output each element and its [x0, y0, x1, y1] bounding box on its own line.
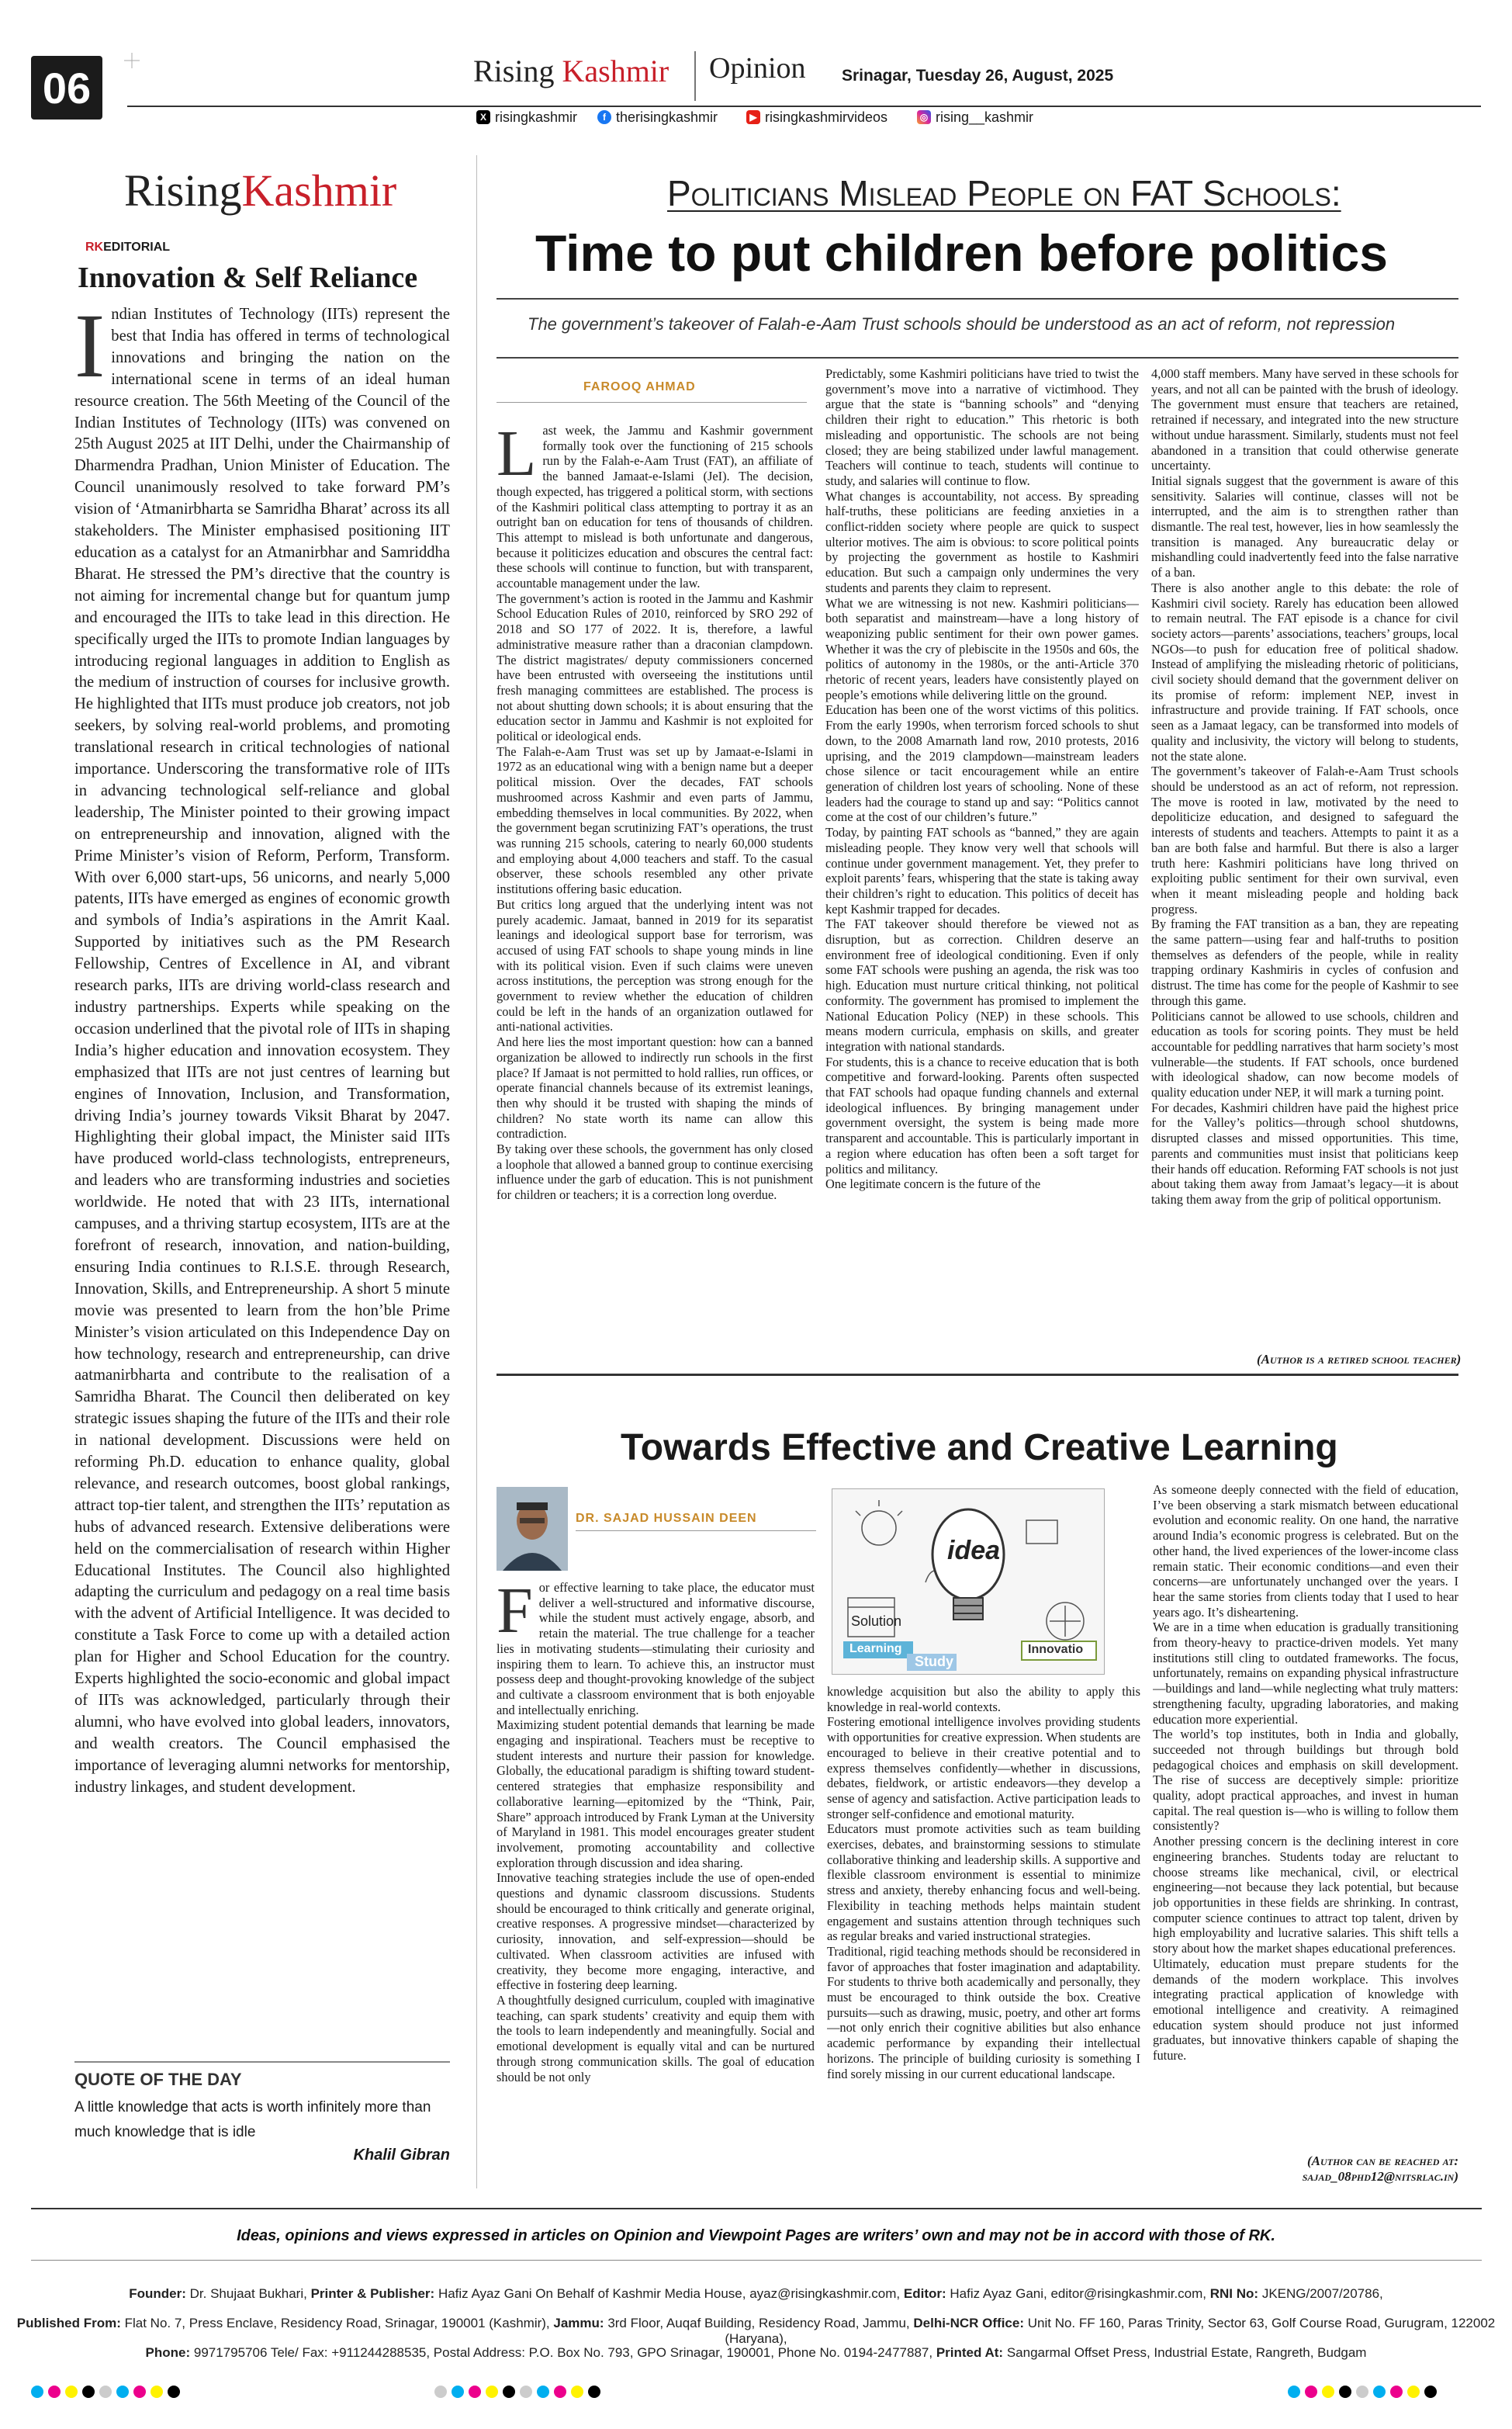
- social-label: rising__kashmir: [936, 109, 1034, 125]
- illus-word-idea: idea: [947, 1536, 1001, 1565]
- article1-byline: FAROOQ AHMAD: [583, 380, 696, 393]
- editorial-tag: RKEDITORIAL: [85, 241, 171, 254]
- header-rule: [127, 106, 1481, 107]
- article1-author-note: (Author is a retired school teacher): [1257, 1352, 1462, 1367]
- article2-author-note: (Author can be reached at: sajad_08phd12@nitsrlac.in): [1302, 2154, 1458, 2184]
- article2-column-1: For effective learning to take place, the educator must deliver a well-structured and informative discourse, while the student must actively engage, absorb, and retain the material. The true challenge for a teacher lies in motivating students—stimulating their curiosity and inspiring them to learn. To achieve this, an instructor must possess deep and thought-provoking knowledge of the subject and cultivate a classroom environment that is both enjoyable and intellectually enriching. Maximizing student potential demands that learning be made engaging and inspirational. Teachers must be receptive to student interests and nurture their passion for knowledge. Globally, the educational paradigm is shifting toward student-centered strategies that emphasize responsibility and collaborative learning—epitomized by the “Think, Pair, Share” approach introduced by Frank Lyman at the University of Maryland in 1981. This model encourages greater student involvement, promoting accountability and collective exploration through discussion and idea sharing. Innovative teaching strategies include the use of open-ended questions and dynamic classroom discussions. Students should be encouraged to think critically and generate original, creative responses. A progressive mindset—characterized by curiosity, innovation, and self-expression—should be cultivated. When classroom activities are infused with creativity, they become more engaging, interactive, and effective in fostering deep learning. A thoughtfully designed curriculum, coupled with imaginative teaching, can spark students’ creativity and equip them with the tools to learn independently and meaningfully. Social and emotional development is equally vital and can be nurtured through strong communication skills. The goal of education should be not only: [497, 1580, 815, 2084]
- youtube-icon: ▶: [746, 110, 760, 124]
- editorial-body: Indian Institutes of Technology (IITs) represent the best that India has offered in terms of technological innovations and bringing the nation on the international scene in terms of an ideal human resource creation. The 56th Meeting of the Council of the Indian Institutes of Technology (IITs) was convened on 25th August 2025 at IIT Delhi, under the Chairmanship of Dharmendra Pradhan, Union Minister of Education. The Council unanimously resolved to take forward PM’s vision of ‘Atmanirbharta se Samridha Bharat’ across its all stakeholders. The Minister emphasised positioning IIT education as a catalyst for an Atmanirbhar and Samriddha Bharat. He stressed the PM’s directive that the country is not aiming for incremental change but for quantum jump and encouraged the IITs to take lead in this direction. He specifically urged the IITs to promote Indian languages by introducing regional languages in addition to English as the medium of instruction of courses for inclusive growth. He highlighted that IITs must produce job creators, not job seekers, by solving real-world problems, and promoting translational research in critical technologies of national importance. Underscoring the transformative role of IITs in advancing technological self-reliance and global leadership, The Minister pointed to their growing impact on entrepreneurship and innovation, aligned with the Prime Minister’s vision of Reform, Perform, Transform. With over 6,000 start-ups, 56 unicorns, and nearly 5,000 patents, IITs have emerged as engines of economic growth and symbols of India’s aspirations in the Amrit Kaal. Supported by initiatives such as the PM Research Fellowship, Centres of Excellence in AI, and vibrant research parks, IITs are driving world-class research and industry partnerships. Experts while speaking on the occasion underlined that the pivotal role of IITs in shaping India’s higher education and innovation ecosystem. They emphasized that IITs are not just centres of learning but engines of Innovation, Inclusion, and Transformation, driving India’s journey towards Viksit Bharat by 2047. Highlighting their global impact, the Minister said IITs have produced world-class technologists, entrepreneurs, and leaders who are transforming industries and societies worldwide. He noted that with 23 IITs, international campuses, and a thriving startup ecosystem, IITs are at the forefront of research, innovation, and nation-building, ensuring India continues to R.I.S.E. through Research, Innovation, Skills, and Entrepreneurship. A short 5 minute movie was presented to learn from the hon’ble Prime Minister’s vision articulated on this Independence Day on how technology, research and entrepreneurship, can drive aatmanirbharta and contribute to the realisation of a Samridha Bharat. The Council then deliberated on key strategic issues shaping the future of the IITs and their role in national development. Discussions were held on reforming Ph.D. education to enhance quality, global relevance, and research outcomes, boost global rankings, attract top-tier talent, and strengthen the IITs’ reputation as hubs of advanced research. Extensive deliberations were held on the commercialisation of research within Higher Educational Institutes. The Council also highlighted adapting the curriculum and pedagogy on a real time basis with the advent of Artificial Intelligence. It was decided to constitute a Task Force to come up with a detailed action plan for Higher and School Education for the country. Experts highlighted the socio-economic and global impact of IITs was acknowledged, particularly through their alumni, who have evolved into global leaders, innovators, and wealth creators. The Council emphasised the importance of leveraging alumni networks for mentorship, industry linkages, and student development.: [74, 304, 450, 1796]
- article1-column-3: 4,000 staff members. Many have served in these schools for years, and not all can be painted with the brush of ideology. The government must ensure that teachers are retained, retrained if necessary, and integrated into the new structure without undue harassment. Similarly, students must not feel abandoned in a transition that could otherwise generate uncertainty. Initial signals suggest that the government is aware of this sensitivity. Salaries will continue, classes will not be interrupted, and the aim is to strengthen rather than dismantle. The real test, however, lies in how seamlessly the transition is managed. Any bureaucratic delay or mishandling could inadvertently feed into the false narrative of a ban. There is also another angle to this debate: the role of Kashmiri civil society. Rarely has education been allowed to remain neutral. The FAT episode is a chance for civil society actors—parents’ associations, teachers’ groups, local NGOs—to push for education free of political shadow. Instead of amplifying the misleading rhetoric of politicians, civil society should demand that the government deliver on its promise of reform: implement NEP, invest in infrastructure and provide training. If FAT schools, once seen as a Jamaat legacy, can be transformed into models of quality and inclusivity, the victory will belong to students, not the state alone. The government’s takeover of Falah-e-Aam Trust schools should be understood as an act of reform, not repression. The move is rooted in law, motivated by the need to depoliticize education, and designed to safeguard the interests of students and teachers. Attempts to paint it as a ban are both false and harmful. But there is also a larger truth here: Kashmiri politicians have long thrived on exploiting public sentiment for their own survival, even when it meant misleading people and holding back progress. By framing the FAT transition as a ban, they are repeating the same pattern—using fear and half-truths to position themselves as defenders of the people, while in reality trapping ordinary Kashmiris in cycles of confusion and distrust. The time has come for the people of Kashmir to see through this game. Politicians cannot be allowed to use schools, children and education as tools for scoring points. They must be held accountable for peddling narratives that harm society’s most vulnerable—the students. If FAT schools, once burdened with ideological shadow, can now become models of quality education under NEP, it will mark a turning point. For decades, Kashmiri children have paid the highest price for the Valley’s politics—through school shutdowns, disrupted classes and missed opportunities. This time, parents and communities must insist that politicians keep their hands off education. Reforming FAT schools is not just about taking them away from Jamaat’s legacy—it is about taking them away from the grip of political opportunism.: [1151, 366, 1458, 1207]
- social-x[interactable]: [476, 109, 577, 126]
- social-label: therisingkashmir: [616, 109, 718, 125]
- imprint-line-3: Phone: 9971795706 Tele/ Fax: +911244288535, Postal Address: P.O. Box No. 793, GPO Srinagar, 190001, Phone No. 0194-2477887, Printed At: Sangarmal Offset Press, Industrial Estate, Rangreth, Budgam: [145, 2345, 1367, 2360]
- footer-disclaimer: Ideas, opinions and views expressed in articles on Opinion and Viewpoint Pages are writers’ own and may not be in accord with those of RK.: [237, 2227, 1275, 2244]
- instagram-icon: ◎: [917, 110, 931, 124]
- social-label: risingkashmir: [495, 109, 578, 125]
- quote-divider: [74, 2061, 450, 2063]
- registration-marks-right: [1288, 2386, 1437, 2398]
- registration-marks-center: [434, 2386, 600, 2398]
- byline-rule-2: [576, 1530, 816, 1531]
- article1-kicker: Politicians Mislead People on FAT Schools:: [667, 173, 1341, 213]
- masthead-logo: Rising Kashmir: [473, 54, 670, 88]
- byline-rule: [497, 402, 807, 403]
- editorial-logo: RisingKashmir: [124, 165, 397, 216]
- illus-word-study: Study: [915, 1654, 954, 1669]
- social-youtube[interactable]: [746, 109, 887, 126]
- imprint-line-1: Founder: Dr. Shujaat Bukhari, Printer & Publisher: Hafiz Ayaz Gani On Behalf of Kashmir Media House, ayaz@risingkashmir.com, Editor: Hafiz Ayaz Gani, editor@risingkashmir.com, RNI No: JKENG/2007/20786,: [129, 2286, 1383, 2301]
- article2-headline: Towards Effective and Creative Learning: [621, 1427, 1338, 1468]
- article1-dropcap: L: [497, 423, 537, 490]
- imprint-line-2: Published From: Flat No. 7, Press Enclave, Residency Road, Srinagar, 190001 (Kashmir), Jammu: 3rd Floor, Auqaf Building, Residency Road, Jammu, Delhi-NCR Office: Unit No. FF 160, Paras Trinity, Sector 63, Golf Course Road, Gurugram, 122002 (Haryana),: [16, 2316, 1496, 2346]
- article2-column-2: knowledge acquisition but also the ability to apply this knowledge in real-world contexts. Fostering emotional intelligence involves providing students with opportunities for creative expression. When students are encouraged to believe in their creative potential and to express themselves confidently—whether in discussions, debates, fieldwork, or artistic endeavors—they develop a sense of agency and satisfaction. Active participation leads to stronger self-confidence and emotional maturity. Educators must promote activities such as team building exercises, debates, and brainstorming sessions to stimulate collaborative thinking and leadership skills. A supportive and flexible classroom environment is essential to minimize stress and anxiety, thereby enhancing focus and well-being. Flexibility in teaching methods helps maintain student engagement and sustains attention through techniques such as regular breaks and varied instructional strategies. Traditional, rigid teaching methods should be reconsidered in favor of approaches that foster imagination and adaptability. For students to thrive both academically and personally, they must be encouraged to think outside the box. Creative pursuits—such as drawing, music, poetry, and other art forms—not only enrich their cognitive abilities but also enhance academic performance by expanding their intellectual horizons. The principle of building curiosity is something I find sorely missing in our current educational landscape.: [827, 1684, 1140, 2081]
- article1-column-1: Last week, the Jammu and Kashmir government formally took over the functioning of 215 schools run by the Falah-e-Aam Trust (FAT), an affiliate of the banned Jamaat-e-Islami (JeI). The decision, though expected, has triggered a political storm, with sections of the Kashmiri political class attempting to portray it as an outright ban on education for tens of thousands of children. This attempt to mislead is both unfortunate and dangerous, because it politicizes education and obscures the central fact: these schools will continue to function, but with transparent, accountable management under the law. The government’s action is rooted in the Jammu and Kashmir School Education Rules of 2010, reinforced by SRO 292 of 2018 and SO 177 of 2022. It is, therefore, a lawful administrative measure rather than a draconian clampdown. The district magistrates/ deputy commissioners concerned have been entrusted with overseeing the institutions until fresh managing committees are established. The process is not about shutting down schools; it is about ensuring that the education sector in Jammu and Kashmir is not exploited for political or ideological ends. The Falah-e-Aam Trust was set up by Jamaat-e-Islami in 1972 as an educational wing with a benign name but a deeper political mission. Over the decades, FAT schools mushroomed across Kashmir and even parts of Jammu, embedding themselves in local communities. By 2022, when the government began scrutinizing FAT’s operations, the trust was running 215 schools, catering to nearly 60,000 students and employing about 4,000 teachers and staff. To the casual observer, these schools resembled any other private institutions offering basic education. But critics long argued that the underlying intent was not purely academic. Jamaat, banned in 2019 for its separatist leanings and ideological support base for terrorism, was accused of using FAT schools to shape young minds in line with its political vision. Even if such claims were uneven across institutions, the perception was strong enough for the government to review whether the education of children could be left in the hands of an organization outlawed for anti-national activities. And here lies the most important question: how can a banned organization be allowed to indirectly run schools in the first place? If Jamaat is not permitted to hold rallies, run offices, or operate financial channels because of its extremist leanings, then why should it be trusted with shaping the minds of children? No state worth its name can allow this contradiction. By taking over these schools, the government has only closed a loophole that allowed a banned group to continue exercising influence under the garb of education. This is not punishment for children or teachers; it is a correction long overdue.: [497, 423, 813, 1203]
- illus-word-learning: Learning: [849, 1642, 902, 1655]
- quote-title: QUOTE OF THE DAY: [74, 2070, 242, 2089]
- article2-byline: DR. SAJAD HUSSAIN DEEN: [576, 1512, 757, 1525]
- footer-rule-2: [31, 2260, 1482, 2261]
- article1-headline: Time to put children before politics: [535, 224, 1388, 282]
- page-number: 06: [31, 56, 102, 120]
- crosshair-mark: [124, 53, 140, 68]
- quote-author: Khalil Gibran: [353, 2147, 450, 2164]
- x-icon: X: [476, 110, 490, 124]
- registration-marks-left: [31, 2386, 180, 2398]
- illus-word-solution: Solution: [851, 1613, 902, 1629]
- social-instagram[interactable]: [917, 109, 1033, 126]
- facebook-icon: f: [597, 110, 611, 124]
- social-facebook[interactable]: [597, 109, 718, 126]
- article2-column-3: As someone deeply connected with the field of education, I’ve been observing a stark mismatch between educational evolution and economic reality. On one hand, the narrative around India’s economic progress is celebrated. But on the other hand, the lived experiences of the lower-income class remain static. Their economic conditions—and even their concerns—are unfortunately unchanged over the years. I hear the same stories from clients today that I used to hear years ago. It’s disheartening. We are in a time when education is gradually transitioning from theory-heavy to practice-driven models. Yet many institutions still cling to outdated frameworks. The focus, unfortunately, remains on expanding physical infrastructure—buildings and land—while neglecting what truly matters: strengthening faculty, upgrading laboratories, and making education more experiential. The world’s top institutes, both in India and globally, succeeded not through buildings but through bold pedagogical choices and emphasis on skill development. The rise of success are deceptively simple: prioritize quality, adopt practical approaches, and invest in human capital. The real question is—who is willing to follow them consistently? Another pressing concern is the declining interest in core engineering branches. Students today are reluctant to choose streams like mechanical, civil, or electrical engineering—not because they lack potential, but because job opportunities in these fields are shrinking. In contrast, computer science continues to attract top talent, driven by high employability and lucrative salaries. This shift tells a story about how the market shapes educational preferences. Ultimately, education must prepare students for the demands of the modern workplace. This involves integrating practical application of knowledge with emotional intelligence and creativity. A reimagined education system should produce not just informed graduates, but innovative thinkers capable of shaping the future.: [1153, 1482, 1458, 2063]
- illus-word-innovation: Innovatio: [1028, 1643, 1084, 1656]
- author-photo: [497, 1487, 568, 1571]
- footer-rule: [31, 2208, 1482, 2209]
- learning-illustration: [832, 1488, 1105, 1675]
- header-divider: [694, 51, 696, 101]
- article-divider: [497, 1374, 1458, 1376]
- subhead-rule-bottom: [497, 357, 1458, 359]
- editorial-dropcap: I: [74, 304, 106, 397]
- column-divider: [476, 155, 477, 2188]
- subhead-rule-top: [497, 298, 1458, 300]
- article1-column-2: Predictably, some Kashmiri politicians have tried to twist the government’s move into a narrative of victimhood. They argue that the state is “banning schools” and “denying children their right to education.” This rhetoric is both misleading and opportunistic. The schools are not being closed; they are being stabilized under lawful management. Teachers will continue to teach, students will continue to study, and salaries will continue to flow. What changes is accountability, not access. By spreading half-truths, these politicians are feeding anxieties in a conflict-ridden society where people are quick to suspect ulterior motives. The aim is obvious: to score political points by projecting the government as hostile to Kashmiri education. But such a campaign only undermines the very students and parents they claim to represent. What we are witnessing is not new. Kashmiri politicians—both separatist and mainstream—have a long history of weaponizing public sentiment for their own power games. Whether it was the cry of plebiscite in the 1950s and 60s, the politics of autonomy in the 1980s, or the anti-Article 370 rhetoric of recent years, leaders have consistently played on people’s emotions while delivering little on the ground. Education has been one of the worst victims of this politics. From the early 1990s, when terrorism forced schools to shut down, to the 2008 Amarnath land row, 2010 protests, 2016 uprising, and the 2019 clampdown—mainstream leaders chose silence or tacit encouragement while an entire generation of children lost years of schooling. None of these leaders had the courage to stand up and say: “Politics cannot come at the cost of our children’s future.” Today, by painting FAT schools as “banned,” they are again misleading people. They know very well that schools will continue under government management. Yet, they prefer to exploit parents’ fears, whispering that the state is taking away their children’s right to education. This politics of deceit has kept Kashmir trapped for decades. The FAT takeover should therefore be viewed not as disruption, but as correction. Children deserve an environment free of ideological conditioning. Even if only some FAT schools were pushing an agenda, the risk was too high. Education must nurture critical thinking, not political conformity. The government has promised to implement the National Education Policy (NEP) in these schools. This means modern curricula, emphasis on skills, and greater integration with national standards. For students, this is a chance to receive education that is both competitive and forward-looking. Parents often suspected that FAT schools had opaque funding channels and external ideological influences. By bringing management under government oversight, the system is being made more transparent and accountable. This is particularly important in a region where education has often been a soft target for politics and militancy. One legitimate concern is the future of the: [825, 366, 1139, 1192]
- dateline: Srinagar, Tuesday 26, August, 2025: [842, 67, 1114, 85]
- editorial-headline: Innovation & Self Reliance: [78, 262, 418, 294]
- quote-text: A little knowledge that acts is worth infinitely more than much knowledge that is idle: [74, 2099, 431, 2140]
- article1-subhead: The government’s takeover of Falah-e-Aam Trust schools should be understood as an act of reform, not repression: [528, 314, 1396, 334]
- article2-dropcap: F: [497, 1580, 533, 1647]
- section-title: Opinion: [709, 52, 806, 85]
- social-label: risingkashmirvideos: [765, 109, 888, 125]
